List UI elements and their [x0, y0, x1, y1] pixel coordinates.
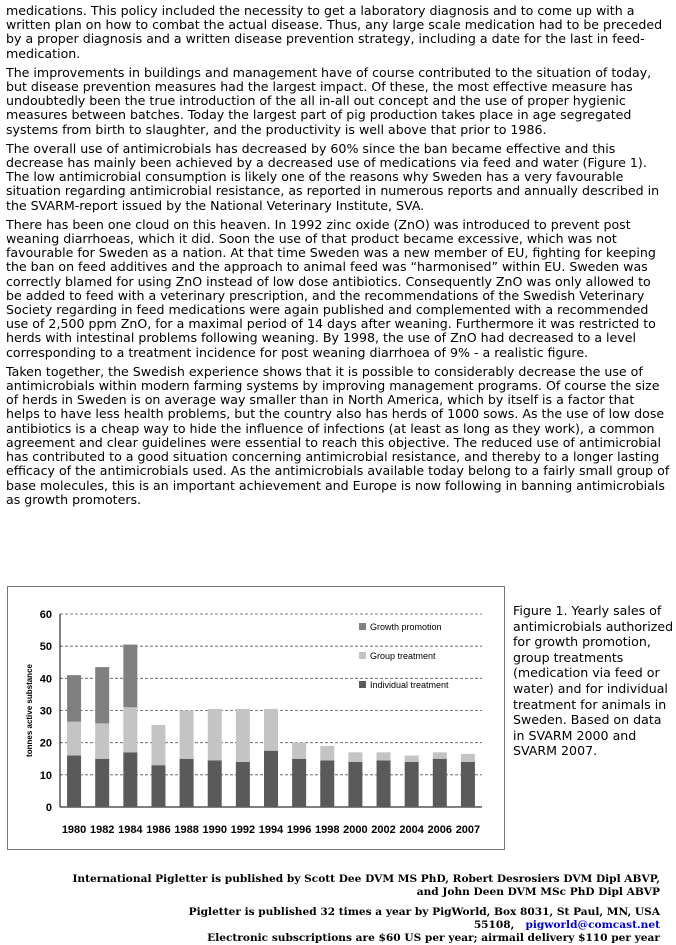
- paragraph: The improvements in buildings and management have of course contributed to the situation of today, but disease prevention measures had the largest impact. Of these, the most effective measure has undoubtedly been the true introduction of the all in-all out concept and the use of proper hygienic measures between batches. Today the largest part of pig production takes place in age segregated systems from birth to slaughter, and the productivity is well above that prior to 1986.: [6, 64, 652, 137]
- paragraph: Taken together, the Swedish experience shows that it is possible to considerably decrease the use of antimicrobials within modern farming systems by improving management programs. Of course the size of herds in Sweden is on average way smaller than in North America, which by itself is a factor that helps to have less health problems, but the country also has herds of 1000 sows. As the use of low dose antibiotics is a cheap way to hide the influence of infections (at least as long as they work), a common agreement and clear guidelines were essential to reach this objective. The reduced use of antimicrobial has contributed to a good situation concerning antimicrobial resistance, and thereby to a longer lasting efficacy of the antimicrobials used. As the antimicrobials available today belong to a fairly small group of base molecules, this is an important achievement and Europe is now following in banning antimicrobials as growth promoters.: [6, 363, 670, 507]
- paragraph: The overall use of antimicrobials has decreased by 60% since the ban became effective and this decrease has mainly been achieved by a decreased use of medications via feed and water (Figure 1). The low antimicrobial consumption is likely one of the reasons why Sweden has a very favourable situation regarding antimicrobial resistance, as reported in numerous reports and annually described in the SVARM-report issued by the National Veterinary Institute, SVA.: [6, 140, 660, 213]
- bar-segment: [348, 762, 362, 807]
- y-axis-label: tonnes active substance: [25, 664, 34, 757]
- credits-line-1: International Pigletter is published by Scott Dee DVM MS PhD, Robert Desrosiers DVM Dipl ABVP,: [72, 873, 660, 885]
- credits-line-2: and John Deen DVM MSc PhD Dipl ABVP: [416, 886, 660, 898]
- bar-segment: [123, 645, 137, 708]
- x-tick-label: 1982: [89, 824, 115, 836]
- y-tick-label: 10: [39, 769, 52, 782]
- x-tick-label: 1988: [174, 824, 199, 836]
- bar-segment: [461, 762, 475, 807]
- x-tick-label: 1990: [202, 824, 227, 836]
- bar-segment: [123, 752, 137, 807]
- publisher-credits: [0, 873, 660, 899]
- bar-segment: [461, 754, 475, 762]
- bar-segment: [377, 760, 391, 807]
- chart-svg: [8, 587, 504, 849]
- bar-segment: [236, 762, 250, 807]
- paragraph: medications. This policy included the necessity to get a laboratory diagnosis and to come up with a written plan on how to combat the actual disease. Thus, any large scale medication had to be preceded by a proper diagnosis and a written disease prevention strategy, including a date for the last in feed-medication.: [6, 3, 663, 61]
- figure-caption: Figure 1. Yearly sales of antimicrobials authorized for growth promotion, group treatments (medication via feed or water) and for individual treatment for animals in Sweden. Based on data in SVARM 2000 and SVARM 2007.: [513, 603, 674, 759]
- y-tick-label: 40: [39, 673, 52, 686]
- x-tick-label: 1992: [230, 824, 256, 836]
- bar-segment: [405, 762, 419, 807]
- bar-segment: [151, 765, 165, 807]
- y-tick-label: 30: [39, 705, 52, 718]
- bar-segment: [320, 760, 334, 807]
- x-tick-label: 2000: [343, 824, 368, 836]
- legend-label: Group treatment: [370, 651, 436, 661]
- x-tick-label: 1980: [61, 824, 87, 836]
- publishing-line: [0, 906, 660, 932]
- y-tick-label: 0: [45, 802, 52, 814]
- email-link[interactable]: pigworld@comcast.net: [525, 919, 660, 931]
- x-tick-label: 1994: [258, 824, 284, 836]
- x-tick-label: 1996: [286, 824, 312, 836]
- bar-segment: [95, 723, 109, 758]
- x-tick-label: 2004: [399, 824, 424, 836]
- legend-swatch: [359, 681, 366, 688]
- bar-segment: [292, 759, 306, 807]
- bar-segment: [123, 707, 137, 752]
- subscription-info: [0, 906, 660, 945]
- bar-segment: [95, 667, 109, 723]
- legend-label: Individual treatment: [370, 680, 449, 690]
- publishing-text: Pigletter is published 32 times a year by PigWorld, Box 8031, St Paul, MN, USA 55108,: [188, 906, 660, 931]
- bar-segment: [348, 752, 362, 762]
- y-tick-label: 20: [39, 737, 52, 750]
- bar-segment: [433, 752, 447, 758]
- x-tick-label: 1984: [118, 824, 143, 836]
- bar-segment: [264, 751, 278, 807]
- legend-swatch: [359, 623, 366, 630]
- x-tick-label: 2002: [371, 824, 396, 836]
- x-tick-label: 2006: [427, 824, 453, 836]
- bar-segment: [67, 756, 81, 807]
- bar-segment: [67, 722, 81, 756]
- bar-segment: [208, 760, 222, 807]
- y-tick-label: 50: [39, 641, 52, 654]
- bar-segment: [67, 675, 81, 722]
- bar-segment: [405, 756, 419, 762]
- article-body: [6, 4, 670, 512]
- subscription-line: Electronic subscriptions are $60 US per year; airmail delivery $110 per year: [207, 932, 660, 944]
- bar-segment: [264, 709, 278, 751]
- legend-label: Growth promotion: [370, 622, 442, 632]
- x-tick-label: 1998: [315, 824, 340, 836]
- bar-segment: [236, 709, 250, 762]
- bar-segment: [208, 709, 222, 760]
- paragraph: There has been one cloud on this heaven. In 1992 zinc oxide (ZnO) was introduced to prevent post weaning diarrhoeas, which it did. Soon the use of that product became excessive, which was not favourable for Sweden as a nation. At that time Sweden was a new member of EU, fighting for keeping the ban on feed additives and the approach to animal feed was “harmonised” within EU. Sweden was correctly blamed for using ZnO instead of low dose antibiotics. Consequently ZnO was only allowed to be added to feed with a veterinary prescription, and the recommendations of the Swedish Veterinary Society regarding in feed medications were again published and complemented with a recommended use of 2,500 ppm ZnO, for a maximal period of 14 days after weaning. Furthermore it was restricted to herds with intestinal problems following weaning. By 1998, the use of ZnO had decreased to a level corresponding to a treatment incidence for post weaning diarrhoea of 9% - a realistic figure.: [6, 216, 656, 360]
- legend-swatch: [359, 652, 366, 659]
- x-tick-label: 1986: [146, 824, 171, 836]
- bar-segment: [95, 759, 109, 807]
- bar-segment: [180, 759, 194, 807]
- bar-segment: [292, 743, 306, 759]
- x-tick-label: 2007: [455, 824, 481, 836]
- bar-segment: [433, 759, 447, 807]
- bar-segment: [320, 746, 334, 760]
- bar-segment: [180, 711, 194, 759]
- bar-segment: [377, 752, 391, 760]
- figure-1-chart: [7, 586, 505, 850]
- bar-segment: [151, 725, 165, 765]
- y-tick-label: 60: [39, 609, 52, 621]
